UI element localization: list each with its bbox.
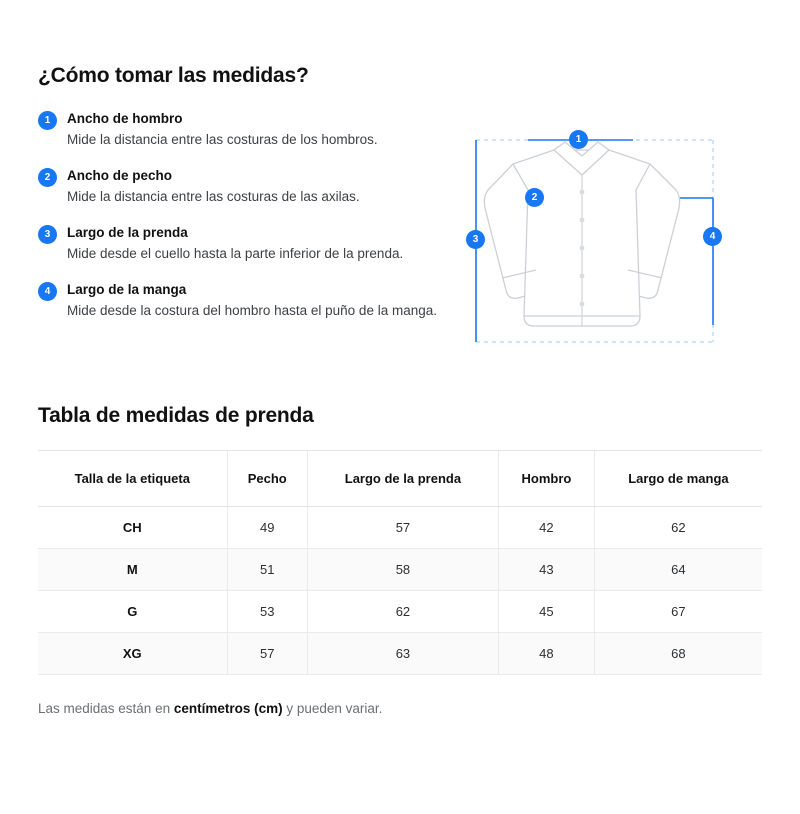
table-body bbox=[38, 507, 762, 675]
step-description: Mide la distancia entre las costuras de los hombros. bbox=[67, 132, 378, 148]
size-chart-table bbox=[38, 450, 762, 675]
column-header-length: Largo de la prenda bbox=[307, 451, 498, 507]
table-row bbox=[38, 633, 762, 675]
cell-sleeve: 68 bbox=[594, 633, 762, 675]
measure-step bbox=[38, 110, 458, 149]
step-number-badge: 1 bbox=[38, 111, 57, 130]
step-number-badge: 2 bbox=[38, 168, 57, 187]
cell-length: 63 bbox=[307, 633, 498, 675]
cell-length: 62 bbox=[307, 591, 498, 633]
note-prefix: Las medidas están en bbox=[38, 701, 174, 717]
page-title: ¿Cómo tomar las medidas? bbox=[38, 64, 309, 88]
measure-instructions-section bbox=[38, 110, 762, 370]
cell-size: M bbox=[38, 549, 227, 591]
step-title: Largo de la manga bbox=[67, 282, 187, 298]
cell-sleeve: 67 bbox=[594, 591, 762, 633]
step-number-badge: 3 bbox=[38, 225, 57, 244]
step-description: Mide desde el cuello hasta la parte inferior de la prenda. bbox=[67, 246, 404, 262]
note-suffix: y pueden variar. bbox=[282, 701, 383, 717]
cell-chest: 49 bbox=[227, 507, 307, 549]
measure-step bbox=[38, 281, 458, 320]
diagram-marker-4: 4 bbox=[703, 227, 722, 246]
cell-length: 58 bbox=[307, 549, 498, 591]
shirt-measurement-diagram bbox=[458, 120, 762, 370]
measurement-note bbox=[38, 701, 762, 716]
measure-step bbox=[38, 224, 458, 263]
diagram-marker-2: 2 bbox=[525, 188, 544, 207]
table-row bbox=[38, 549, 762, 591]
step-title: Ancho de hombro bbox=[67, 111, 183, 127]
size-guide-page bbox=[0, 14, 800, 814]
cell-length: 57 bbox=[307, 507, 498, 549]
step-description: Mide desde la costura del hombro hasta el puño de la manga. bbox=[67, 303, 437, 319]
column-header-sleeve: Largo de manga bbox=[594, 451, 762, 507]
table-section-title: Tabla de medidas de prenda bbox=[38, 404, 314, 428]
step-text bbox=[67, 167, 458, 206]
cell-shoulder: 42 bbox=[499, 507, 595, 549]
table-header-row bbox=[38, 451, 762, 507]
column-header-size: Talla de la etiqueta bbox=[38, 451, 227, 507]
table-row bbox=[38, 507, 762, 549]
step-title: Ancho de pecho bbox=[67, 168, 173, 184]
cell-chest: 53 bbox=[227, 591, 307, 633]
cell-sleeve: 62 bbox=[594, 507, 762, 549]
measure-step bbox=[38, 167, 458, 206]
cell-size: CH bbox=[38, 507, 227, 549]
table-row bbox=[38, 591, 762, 633]
diagram-marker-3: 3 bbox=[466, 230, 485, 249]
cell-chest: 51 bbox=[227, 549, 307, 591]
step-text bbox=[67, 224, 458, 263]
step-title: Largo de la prenda bbox=[67, 225, 188, 241]
step-description: Mide la distancia entre las costuras de las axilas. bbox=[67, 189, 360, 205]
table-header bbox=[38, 451, 762, 507]
column-header-chest: Pecho bbox=[227, 451, 307, 507]
step-text bbox=[67, 110, 458, 149]
diagram-marker-1: 1 bbox=[569, 130, 588, 149]
column-header-shoulder: Hombro bbox=[499, 451, 595, 507]
cell-size: G bbox=[38, 591, 227, 633]
measure-steps-list bbox=[38, 110, 458, 338]
step-text bbox=[67, 281, 458, 320]
cell-sleeve: 64 bbox=[594, 549, 762, 591]
cell-shoulder: 45 bbox=[499, 591, 595, 633]
step-number-badge: 4 bbox=[38, 282, 57, 301]
cell-size: XG bbox=[38, 633, 227, 675]
cell-shoulder: 48 bbox=[499, 633, 595, 675]
cell-chest: 57 bbox=[227, 633, 307, 675]
cell-shoulder: 43 bbox=[499, 549, 595, 591]
note-emphasis: centímetros (cm) bbox=[173, 701, 283, 717]
